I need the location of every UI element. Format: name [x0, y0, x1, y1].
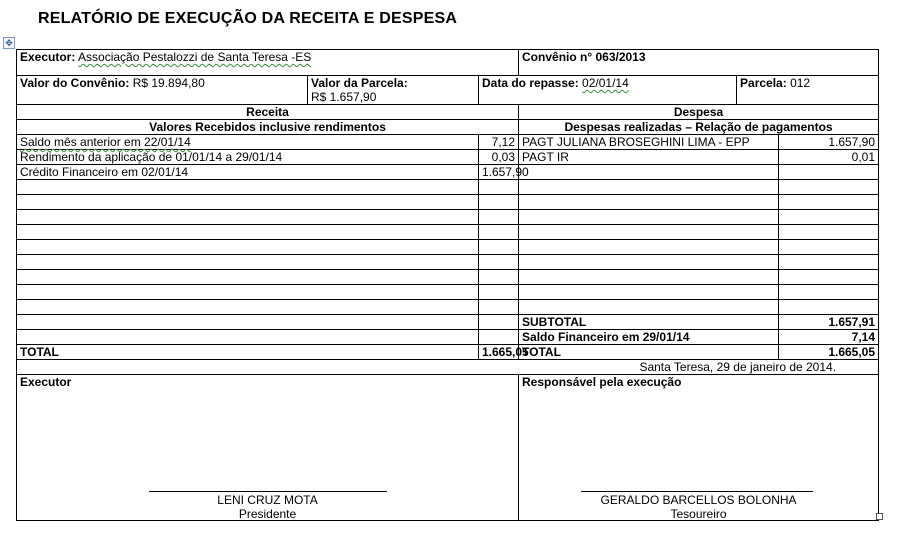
receita-subtitle: Valores Recebidos inclusive rendimentos: [17, 120, 519, 135]
empty-row: [17, 285, 879, 300]
header-row-2: [17, 76, 879, 105]
despesa-value: [779, 165, 879, 180]
empty-row: [17, 300, 879, 315]
despesa-value: 0,01: [779, 150, 879, 165]
parcela-value: 012: [790, 76, 811, 90]
responsavel-signature-label: Responsável pela execução: [522, 375, 682, 389]
receita-desc: Saldo mês anterior em 22/01/14: [17, 135, 479, 150]
section-title-row: [17, 105, 879, 120]
saldo-row: [17, 330, 879, 345]
responsavel-signature-cell: [519, 375, 879, 521]
receita-value: 0,03: [479, 150, 519, 165]
total-row: [17, 345, 879, 360]
receita-value: 7,12: [479, 135, 519, 150]
section-subtitle-row: [17, 120, 879, 135]
parcela-label: Parcela:: [740, 76, 787, 90]
empty-row: [17, 195, 879, 210]
parcela-cell: [737, 76, 879, 105]
valor-convenio-cell: [17, 76, 308, 105]
header-row-1: [17, 50, 879, 76]
executor-signature-label: Executor: [20, 375, 72, 389]
receita-total-label: TOTAL: [17, 345, 479, 360]
despesa-title: Despesa: [519, 105, 879, 120]
empty-row: [17, 255, 879, 270]
signature-row: [17, 375, 879, 521]
executor-name: LENI CRUZ MOTA: [217, 493, 318, 507]
despesa-value: 1.657,90: [779, 135, 879, 150]
valor-convenio-value: R$ 19.894,80: [132, 76, 205, 90]
saldo-label: Saldo Financeiro em 29/01/14: [519, 330, 779, 345]
despesa-subtitle: Despesas realizadas – Relação de pagamentos: [519, 120, 879, 135]
convenio-cell: [519, 50, 879, 76]
despesa-total-value: 1.665,05: [779, 345, 879, 360]
executor-signature-line: [149, 491, 387, 492]
executor-label: Executor:: [20, 50, 76, 64]
executor-signature-cell: [17, 375, 519, 521]
despesa-total-label: TOTAL: [519, 345, 779, 360]
despesa-desc: PAGT JULIANA BROSEGHINI LIMA - EPP: [519, 135, 779, 150]
receita-total-value: 1.665,05: [479, 345, 519, 360]
report-title: RELATÓRIO DE EXECUÇÃO DA RECEITA E DESPESA: [38, 10, 458, 27]
table-row: [17, 150, 879, 165]
empty-row: [17, 180, 879, 195]
table-row: [17, 165, 879, 180]
receita-desc: Crédito Financeiro em 02/01/14: [17, 165, 479, 180]
subtotal-label: SUBTOTAL: [519, 315, 779, 330]
executor-role: Presidente: [238, 507, 297, 521]
table-row: [17, 135, 879, 150]
responsavel-name: GERALDO BARCELLOS BOLONHA: [600, 493, 797, 507]
receita-desc: Rendimento da aplicação de 01/01/14 a 29/01/14: [17, 150, 479, 165]
receita-value: 1.657,90: [479, 165, 519, 180]
valor-parcela-value: R$ 1.657,90: [311, 90, 377, 104]
empty-row: [17, 225, 879, 240]
executor-cell: [17, 50, 519, 76]
place-date: Santa Teresa, 29 de janeiro de 2014.: [17, 360, 879, 375]
responsavel-role: Tesoureiro: [670, 507, 727, 521]
valor-parcela-label: Valor da Parcela:: [311, 76, 408, 90]
executor-value: Associação Pestalozzi de Santa Teresa -ES: [78, 50, 312, 64]
data-repasse-cell: [479, 76, 737, 105]
table-resize-handle[interactable]: [876, 513, 883, 520]
convenio-label: Convênio n° 063/2013: [522, 50, 646, 64]
subtotal-row: [17, 315, 879, 330]
place-date-row: [17, 360, 879, 375]
responsavel-signature-line: [581, 491, 813, 492]
table-move-icon[interactable]: ✥: [3, 37, 15, 49]
subtotal-value: 1.657,91: [779, 315, 879, 330]
despesa-desc: PAGT IR: [519, 150, 779, 165]
data-repasse-value: 02/01/14: [582, 76, 629, 90]
receita-title: Receita: [17, 105, 519, 120]
empty-row: [17, 210, 879, 225]
report-table: [16, 49, 879, 521]
empty-row: [17, 270, 879, 285]
valor-convenio-label: Valor do Convênio:: [20, 76, 130, 90]
despesa-desc: [519, 165, 779, 180]
data-repasse-label: Data do repasse:: [482, 76, 579, 90]
saldo-value: 7,14: [779, 330, 879, 345]
empty-row: [17, 240, 879, 255]
valor-parcela-cell: [308, 76, 479, 105]
